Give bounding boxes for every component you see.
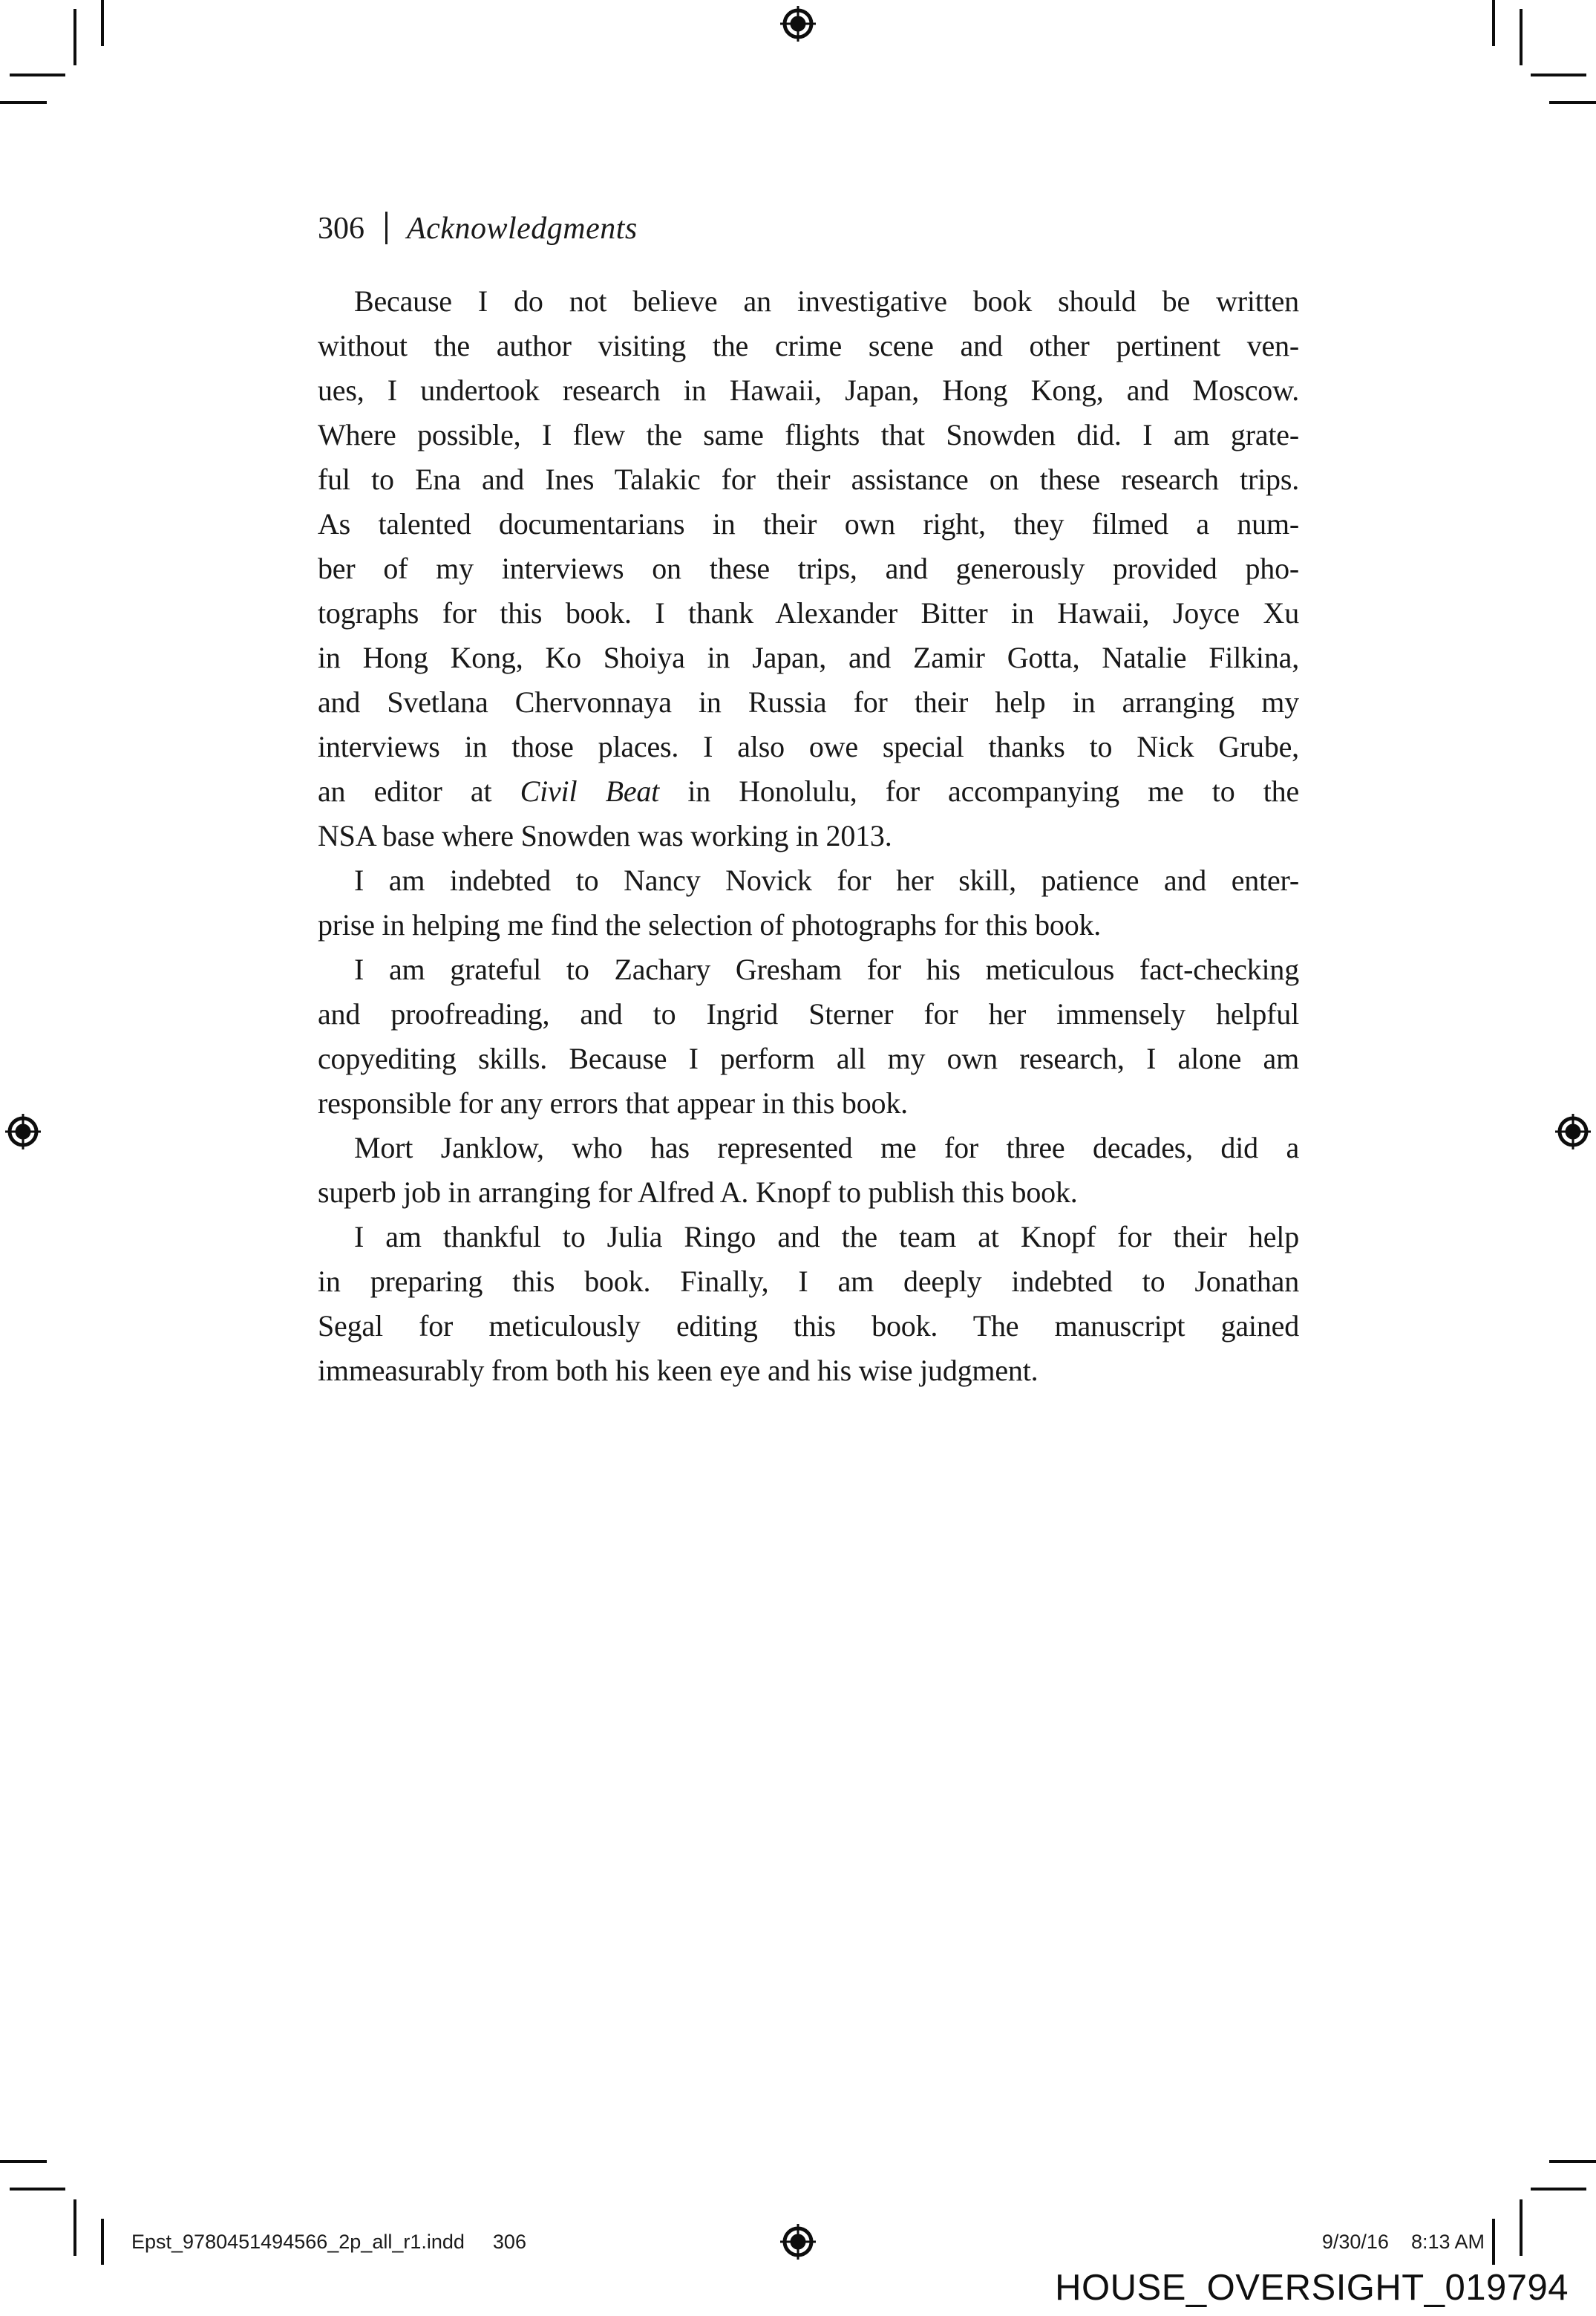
slug-page-number: 306 — [492, 2231, 526, 2253]
registration-mark-icon — [1555, 1114, 1591, 1149]
crop-mark — [0, 101, 47, 104]
crop-mark — [101, 2219, 104, 2265]
crop-mark — [1549, 2160, 1596, 2163]
text-line: I am indebted to Nancy Novick for her skill, patience and enter- — [354, 864, 1299, 897]
text-segment: an editor at — [318, 774, 520, 808]
text-line: interviews in those places. I also owe special thanks to Nick Grube, — [318, 730, 1299, 763]
crop-mark — [0, 2160, 47, 2163]
book-title-italic: Civil Beat — [520, 774, 660, 808]
text-line: in preparing this book. Finally, I am deeply indebted to Jonathan — [318, 1265, 1299, 1298]
text-line: immeasurably from both his keen eye and his wise judgment. — [318, 1354, 1039, 1387]
text-line: I am thankful to Julia Ringo and the team at Knopf for their help — [354, 1220, 1299, 1253]
text-line — [318, 769, 1299, 814]
text-line: ues, I undertook research in Hawaii, Japan, Hong Kong, and Moscow. — [318, 374, 1299, 407]
page-number: 306 — [318, 212, 364, 246]
bates-stamp: HOUSE_OVERSIGHT_019794 — [1055, 2268, 1569, 2308]
text-line: NSA base where Snowden was working in 2013. — [318, 819, 892, 852]
text-line: As talented documentarians in their own right, they filmed a num- — [318, 507, 1299, 541]
text-line: Where possible, I flew the same flights that Snowden did. I am grate- — [318, 418, 1299, 451]
crop-mark — [1520, 2199, 1523, 2256]
running-header — [318, 209, 638, 248]
text-line: I am grateful to Zachary Gresham for his meticulous fact-checking — [354, 953, 1299, 986]
paragraph — [318, 1215, 1299, 1393]
text-line: in Hong Kong, Ko Shoiya in Japan, and Zamir Gotta, Natalie Filkina, — [318, 641, 1299, 674]
section-title: Acknowledgments — [407, 212, 638, 246]
crop-mark — [1492, 2219, 1495, 2265]
text-line: tographs for this book. I thank Alexander Bitter in Hawaii, Joyce Xu — [318, 596, 1299, 630]
crop-mark — [1520, 9, 1523, 65]
crop-mark — [1531, 2188, 1586, 2191]
crop-mark — [1531, 74, 1586, 76]
crop-mark — [73, 2199, 76, 2256]
print-date: 9/30/16 — [1321, 2231, 1389, 2253]
text-line: copyediting skills. Because I perform all my own research, I alone am — [318, 1042, 1299, 1075]
crop-mark — [73, 9, 76, 65]
print-time: 8:13 AM — [1410, 2231, 1485, 2253]
text-line: Mort Janklow, who has represented me for three decades, did a — [354, 1131, 1299, 1164]
paragraph — [318, 947, 1299, 1126]
text-line: and proofreading, and to Ingrid Sterner for her immensely helpful — [318, 997, 1299, 1031]
slug-file-name: Epst_9780451494566_2p_all_r1.indd — [131, 2231, 465, 2253]
crop-mark — [1549, 101, 1596, 104]
print-datetime — [1322, 2230, 1485, 2254]
text-line: superb job in arranging for Alfred A. Knopf to publish this book. — [318, 1175, 1078, 1209]
registration-mark-icon — [780, 6, 816, 42]
print-slug — [131, 2230, 526, 2254]
text-line: Because I do not believe an investigative book should be written — [354, 284, 1299, 318]
paragraph — [318, 1126, 1299, 1215]
text-line: ful to Ena and Ines Talakic for their assistance on these research trips. — [318, 463, 1299, 496]
text-line: prise in helping me find the selection of photographs for this book. — [318, 908, 1102, 942]
crop-mark — [10, 74, 65, 76]
page-body-text — [318, 279, 1299, 1393]
text-line: ber of my interviews on these trips, and generously provided pho- — [318, 552, 1299, 585]
crop-mark — [101, 0, 104, 46]
paragraph — [318, 858, 1299, 947]
registration-mark-icon — [5, 1114, 41, 1149]
text-line: Segal for meticulously editing this book. The manuscript gained — [318, 1309, 1299, 1343]
paragraph — [318, 279, 1299, 858]
header-separator — [385, 212, 387, 244]
registration-mark-icon — [780, 2224, 816, 2260]
crop-mark — [10, 2188, 65, 2191]
text-line: without the author visiting the crime scene and other pertinent ven- — [318, 329, 1299, 362]
crop-mark — [1492, 0, 1495, 46]
text-line: responsible for any errors that appear in this book. — [318, 1086, 908, 1120]
text-segment: in Honolulu, for accompanying me to the — [659, 774, 1299, 808]
text-line: and Svetlana Chervonnaya in Russia for their help in arranging my — [318, 685, 1299, 719]
